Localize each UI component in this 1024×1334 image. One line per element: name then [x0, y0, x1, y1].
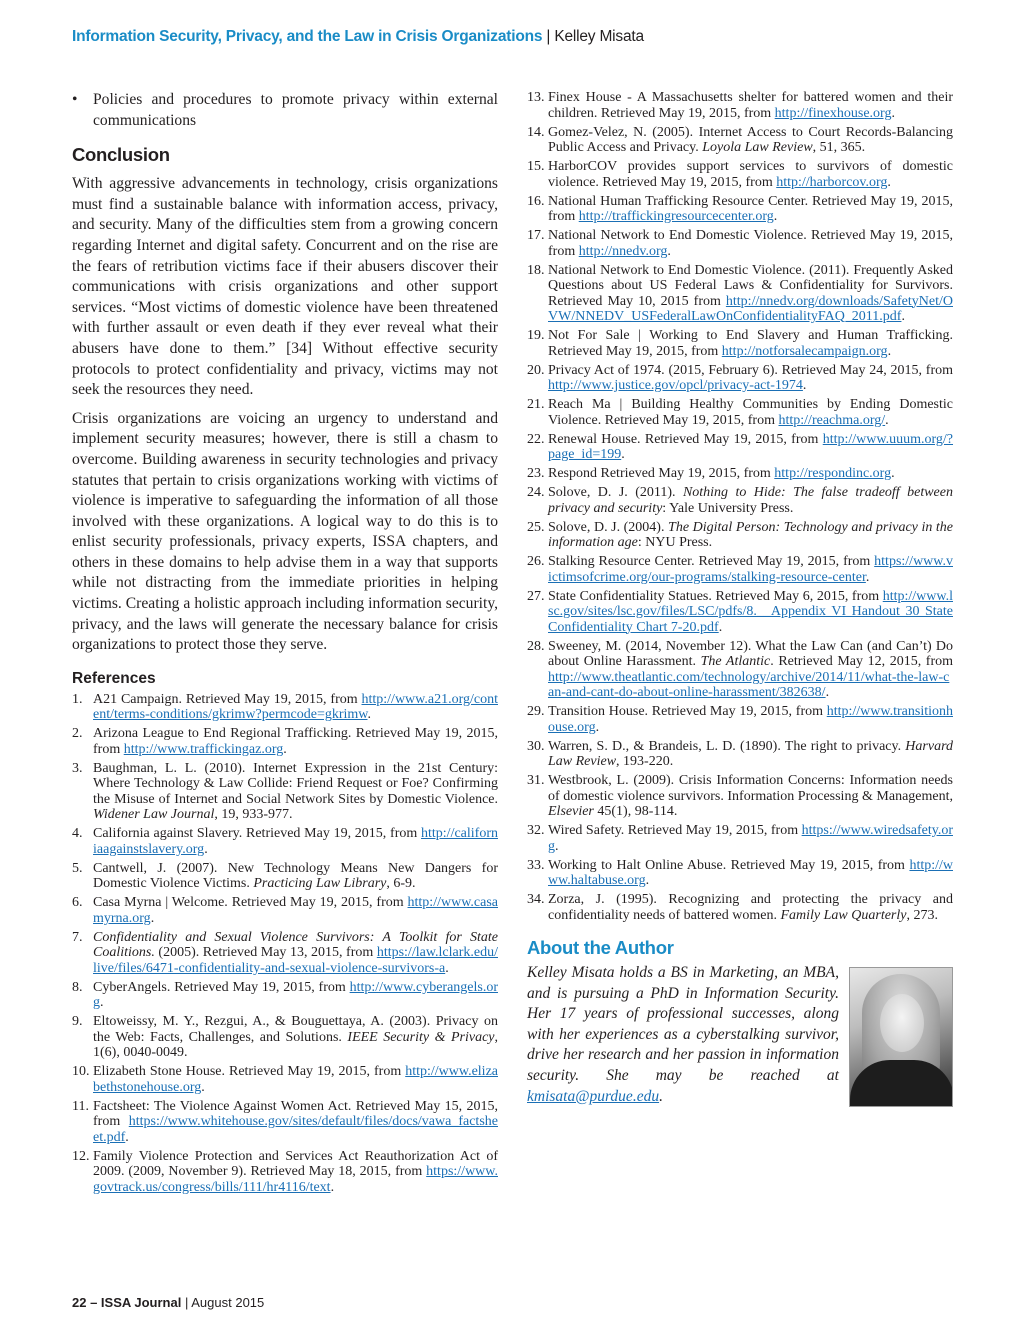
reference-italic-title: Confidentiality and Sexual Violence Survivors: A Toolkit for State Coalitions.	[93, 929, 498, 961]
reference-link[interactable]: http://californiaagainstslavery.org	[93, 826, 498, 857]
reference-end: .	[201, 1079, 205, 1095]
reference-item	[527, 823, 953, 854]
reference-number: 24.	[527, 485, 545, 500]
reference-number: 12.	[72, 1148, 90, 1164]
right-column	[527, 90, 953, 1107]
reference-item	[72, 726, 498, 757]
reference-text: Casa Myrna | Welcome. Retrieved May 19, 2015, from	[93, 895, 408, 911]
reference-number: 13.	[527, 90, 545, 105]
reference-item	[72, 861, 498, 892]
reference-number: 9.	[72, 1014, 83, 1030]
reference-link[interactable]: http://respondinc.org	[774, 466, 892, 481]
reference-item	[527, 639, 953, 701]
reference-number: 23.	[527, 466, 545, 481]
reference-link[interactable]: http://finexhouse.org	[774, 105, 892, 121]
reference-end: , 19, 933-977.	[214, 807, 293, 823]
reference-number: 26.	[527, 554, 545, 569]
reference-item	[527, 485, 953, 516]
reference-number: 7.	[72, 929, 83, 945]
reference-item	[72, 826, 498, 857]
reference-item	[72, 1099, 498, 1146]
reference-end: : NYU Press.	[637, 535, 713, 550]
reference-link[interactable]: http://www.transitionhouse.org	[548, 704, 953, 735]
reference-italic: Family Law Quarterly	[780, 907, 907, 923]
reference-italic: The Atlantic	[700, 654, 771, 669]
reference-number: 33.	[527, 857, 545, 873]
reference-end: , 51, 365.	[812, 140, 866, 155]
reference-number: 10.	[72, 1064, 90, 1080]
references-list-left	[72, 692, 498, 1196]
reference-end: , 273.	[906, 907, 938, 923]
reference-end: .	[901, 309, 905, 324]
reference-item	[72, 761, 498, 823]
conclusion-paragraph-1: With aggressive advancements in technology, crisis organizations must find a sustainable balance with information access, privacy, and security. Many of the difficulties stem from a growing concern regarding Internet and digital safety. Concurrent and on the rise are the fears of retribution victims face if their abusers discover their communications with crisis organizations and other support services. “Most victims of domestic violence have been threatened with further assault or even death if they ever reveal what their abusers have done to them.” [34] Without effective security protocols to protect confidentiality and privacy, victims may not seek the resources they need.	[72, 175, 498, 399]
reference-text: Renewal House. Retrieved May 19, 2015, from	[548, 431, 823, 447]
reference-link[interactable]: http://www.casamyrna.org	[93, 895, 498, 926]
reference-italic: Practicing Law Library	[253, 876, 387, 892]
reference-item	[527, 432, 953, 463]
reference-italic: Harvard Law Review	[548, 738, 953, 769]
author-photo-face	[880, 994, 924, 1052]
reference-text: Transition House. Retrieved May 19, 2015, from	[548, 704, 827, 719]
reference-text: Respond Retrieved May 19, 2015, from	[548, 466, 775, 481]
footer-separator: |	[184, 1295, 189, 1310]
reference-end: .	[891, 466, 895, 481]
reference-text: State Confidentiality Statues. Retrieved May 6, 2015, from	[548, 588, 883, 604]
reference-end: .	[891, 105, 895, 121]
conclusion-heading: Conclusion	[72, 144, 170, 166]
reference-number: 4.	[72, 826, 83, 842]
reference-item	[72, 895, 498, 926]
reference-number: 1.	[72, 691, 83, 707]
reference-end: .	[667, 243, 671, 259]
reference-text: (2005). Retrieved May 13, 2015, from	[154, 945, 377, 961]
reference-text: Sweeney, M. (2014, November 12). What the Law Can (and Can’t) Do about Online Harassment.	[548, 638, 953, 669]
header-author: Kelley Misata	[554, 28, 644, 45]
reference-number: 5.	[72, 860, 83, 876]
reference-italic: Nothing to Hide: The false tradeoff between privacy and security	[548, 485, 953, 516]
reference-link[interactable]: https://www.whitehouse.gov/sites/default/files/docs/vawa_factsheet.pdf	[93, 1114, 498, 1145]
reference-item	[527, 589, 953, 636]
reference-item	[527, 328, 953, 359]
reference-link[interactable]: http://nnedv.org/downloads/SafetyNet/OVW/NNEDV_USFederalLawOnConfidentialityFAQ_2011.pdf	[548, 293, 953, 324]
reference-number: 22.	[527, 431, 545, 447]
reference-end: .	[885, 412, 889, 428]
reference-link[interactable]: http://www.traffickingaz.org	[123, 741, 284, 757]
references-list-right	[527, 90, 953, 923]
reference-italic: The Digital Person: Technology and privacy in the information age	[548, 519, 954, 550]
reference-text: Not For Sale | Working to End Slavery and Human Trafficking. Retrieved May 19, 2015, from	[548, 328, 953, 359]
reference-number: 15.	[527, 159, 545, 174]
about-author-end: .	[659, 1087, 663, 1105]
reference-link[interactable]: http://www.cyberangels.org	[93, 979, 498, 1011]
reference-link[interactable]: http://www.theatlantic.com/technology/archive/2014/11/what-the-law-can-and-cant-do-about-online-harassment/382638/	[548, 669, 950, 700]
reference-number: 14.	[527, 124, 545, 140]
reference-end: 45(1), 98-114.	[593, 804, 678, 819]
reference-link[interactable]: http://www.justice.gov/opcl/privacy-act-1974	[548, 378, 803, 393]
author-photo	[849, 967, 953, 1107]
reference-number: 19.	[527, 328, 545, 343]
reference-text: California against Slavery. Retrieved May 19, 2015, from	[93, 826, 422, 842]
reference-italic: IEEE Security & Privacy	[347, 1029, 495, 1045]
reference-item	[527, 228, 953, 259]
reference-end: .	[621, 447, 625, 462]
reference-end: .	[555, 838, 559, 854]
reference-item	[527, 739, 953, 770]
reference-text: Reach Ma | Building Healthy Communities by Ending Domestic Violence. Retrieved May 19, 2015, from	[548, 397, 953, 428]
reference-text: Family Violence Protection and Services Act Reauthorization Act of 2009. (2009, November 9). Retrieved May 18, 2015, from	[93, 1148, 498, 1180]
reference-link[interactable]: http://www.haltabuse.org	[548, 857, 953, 888]
reference-end: , 193-220.	[616, 754, 674, 769]
reference-text: CyberAngels. Retrieved May 19, 2015, from	[93, 979, 350, 995]
reference-number: 8.	[72, 979, 83, 995]
reference-italic: Loyola Law Review	[702, 140, 813, 155]
reference-text: Privacy Act of 1974. (2015, February 6). Retrieved May 24, 2015, from	[548, 362, 953, 378]
reference-end: .	[718, 619, 723, 635]
reference-text: HarborCOV provides support services to survivors of domestic violence. Retrieved May 19, 2015, from	[548, 159, 953, 190]
reference-number: 28.	[527, 638, 545, 654]
reference-end: .	[125, 1129, 129, 1145]
reference-number: 25.	[527, 519, 545, 535]
reference-text: Elizabeth Stone House. Retrieved May 19, 2015, from	[93, 1064, 406, 1080]
reference-end: : Yale University Press.	[662, 500, 794, 516]
reference-item	[527, 704, 953, 735]
reference-text: Westbrook, L. (2009). Crisis Information Concerns: Information needs of domestic violence survivors. Information Processing & Management,	[548, 773, 953, 804]
reference-text: Working to Halt Online Abuse. Retrieved May 19, 2015, from	[548, 857, 910, 873]
reference-end: .	[887, 343, 892, 359]
reference-link[interactable]: http://nnedv.org	[578, 243, 668, 259]
conclusion-paragraph-2: Crisis organizations are voicing an urgency to understand and implement security measures; however, there is still a chasm to overcome. Building awareness in security technologies and privacy statutes that pertain to crisis organizations working with victims of violence is imperative to safeguarding the information of all those involved with these organizations. A logical way to do this is to enlist security professionals, privacy experts, ISSA chapters, and others in these domains to help advise them in a way that supports while not distracting from the immediate priorities in helping victims. Creating a holistic approach including information security, privacy, and the laws will generate the necessary balance for crisis organizations to protect those they serve.	[72, 409, 498, 654]
reference-text-cont: . Retrieved May 12, 2015, from	[770, 654, 954, 669]
about-author-block	[527, 963, 953, 1107]
reference-number: 11.	[72, 1098, 89, 1114]
reference-text: National Human Trafficking Resource Center. Retrieved May 19, 2015, from	[548, 193, 953, 224]
reference-item	[527, 194, 953, 225]
reference-end: .	[445, 960, 449, 976]
reference-link[interactable]: http://www.lsc.gov/sites/lsc.gov/files/LSC/pdfs/8.__Appendix VI Handout 30 State Confidentiality Chart 7-20.pdf	[548, 588, 953, 635]
reference-item	[527, 554, 953, 585]
author-email-link[interactable]: kmisata@purdue.edu	[527, 1087, 660, 1105]
reference-item	[527, 892, 953, 923]
reference-number: 29.	[527, 704, 545, 719]
reference-end: .	[330, 1179, 335, 1195]
reference-text: Wired Safety. Retrieved May 19, 2015, from	[548, 823, 802, 838]
reference-end: .	[773, 209, 778, 224]
running-header	[72, 28, 644, 46]
reference-item	[72, 1149, 498, 1196]
reference-end: .	[100, 995, 104, 1011]
reference-number: 30.	[527, 738, 545, 754]
reference-end: .	[150, 910, 155, 926]
reference-item	[72, 980, 498, 1011]
reference-number: 6.	[72, 895, 83, 911]
reference-text: Solove, D. J. (2004).	[548, 519, 669, 535]
about-author-heading: About the Author	[527, 937, 674, 958]
reference-number: 18.	[527, 262, 545, 278]
reference-end: , 6-9.	[386, 876, 416, 892]
reference-text: Gomez-Velez, N. (2005). Internet Access to Court Records-Balancing Public Access and Privacy.	[548, 124, 953, 155]
reference-end: .	[802, 378, 807, 393]
reference-number: 17.	[527, 228, 545, 243]
reference-end: .	[645, 873, 650, 888]
reference-item	[72, 930, 498, 977]
reference-text: Solove, D. J. (2011).	[548, 485, 683, 500]
reference-link[interactable]: http://www.elizabethstonehouse.org	[93, 1064, 498, 1095]
reference-link[interactable]: http://reachma.org/	[778, 412, 886, 428]
reference-text: National Network to End Domestic Violence. (2011). Frequently Asked Questions about US Federal Laws & Confidentiality for Survivors. Retrieved May 10, 2015 from	[548, 262, 953, 309]
reference-link[interactable]: https://www.wiredsafety.org	[548, 823, 953, 854]
reference-text: National Network to End Domestic Violence. Retrieved May 19, 2015, from	[548, 228, 953, 259]
reference-item	[72, 1064, 498, 1095]
article-title: Information Security, Privacy, and the Law in Crisis Organizations	[72, 28, 543, 45]
references-heading: References	[72, 669, 156, 687]
reference-end: .	[887, 174, 891, 190]
reference-item	[527, 363, 953, 394]
reference-link[interactable]: http://traffickingresourcecenter.org	[578, 209, 774, 224]
reference-number: 34.	[527, 892, 545, 907]
reference-text: Warren, S. D., & Brandeis, L. D. (1890). The right to privacy.	[548, 738, 906, 754]
reference-number: 20.	[527, 362, 545, 378]
reference-item	[527, 858, 953, 889]
footer-date: August 2015	[191, 1295, 265, 1310]
reference-end: .	[825, 685, 830, 700]
reference-text: Baughman, L. L. (2010). Internet Expression in the 21st Century: Where Technology & Law Collide: Friend Request or Foe? Confirming the Misuse of Internet and Social Network Sites by Domestic Violence.	[93, 760, 498, 807]
reference-item	[527, 90, 953, 121]
reference-item	[527, 159, 953, 190]
reference-text: Finex House - A Massachusetts shelter for battered women and their children. Retrieved May 19, 2015, from	[548, 90, 953, 121]
reference-item	[527, 773, 953, 820]
reference-link[interactable]: http://harborcov.org	[776, 174, 888, 190]
reference-end: .	[283, 741, 287, 757]
reference-text: Eltoweissy, M. Y., Rezgui, A., & Bouguettaya, A. (2003). Privacy on the Web: Facts, Challenges, and Solutions.	[93, 1014, 498, 1045]
reference-end: .	[595, 719, 600, 735]
reference-text: A21 Campaign. Retrieved May 19, 2015, from	[93, 691, 362, 707]
header-separator: |	[546, 28, 551, 45]
reference-italic: Elsevier	[548, 804, 594, 819]
reference-number: 32.	[527, 823, 545, 838]
reference-end: .	[367, 707, 371, 723]
reference-text: Arizona League to End Regional Trafficking. Retrieved May 19, 2015, from	[93, 726, 498, 757]
reference-item	[527, 125, 953, 156]
left-column	[72, 90, 498, 1199]
reference-number: 16.	[527, 193, 545, 209]
bullet-item	[72, 90, 498, 131]
reference-link[interactable]: http://www.a21.org/content/terms-conditions/gkrimw?permcode=gkrimw	[93, 691, 498, 723]
reference-text: Cantwell, J. (2007). New Technology Means New Dangers for Domestic Violence Victims.	[93, 860, 498, 892]
reference-number: 31.	[527, 773, 545, 788]
reference-link[interactable]: http://www.uuum.org/?page_id=199	[548, 431, 953, 462]
reference-text: Stalking Resource Center. Retrieved May 19, 2015, from	[548, 554, 875, 569]
reference-number: 21.	[527, 397, 545, 412]
bullet-dot: •	[72, 91, 78, 108]
footer-page-label: 22 – ISSA Journal	[72, 1295, 182, 1310]
reference-italic: Widener Law Journal	[93, 807, 215, 823]
reference-link[interactable]: https://www.victimsofcrime.org/our-programs/stalking-resource-center	[548, 554, 953, 585]
reference-item	[527, 263, 953, 325]
reference-item	[527, 466, 953, 482]
reference-number: 27.	[527, 588, 545, 604]
bullet-text: Policies and procedures to promote privacy within external communications	[93, 91, 498, 129]
reference-link[interactable]: http://notforsalecampaign.org	[721, 343, 888, 359]
about-author-text	[527, 963, 839, 1107]
page-footer	[72, 1295, 264, 1310]
reference-item	[72, 1014, 498, 1061]
reference-number: 3.	[72, 760, 83, 776]
author-photo-shoulders	[850, 1060, 953, 1107]
about-author-bio: Kelley Misata holds a BS in Marketing, an MBA, and is pursuing a PhD in Information Security. Her 17 years of professional successes, along with her experiences as a cyberstalking survivor, drive her research and her passion in information security. She may be reached at	[527, 964, 839, 1084]
reference-item	[527, 520, 953, 551]
reference-text: Factsheet: The Violence Against Women Act. Retrieved May 15, 2015, from	[93, 1098, 498, 1130]
reference-link[interactable]: https://law.lclark.edu/live/files/6471-confidentiality-and-sexual-violence-survivors-a	[93, 945, 498, 976]
reference-end: .	[204, 841, 208, 857]
reference-link[interactable]: https://www.govtrack.us/congress/bills/111/hr4116/text	[93, 1164, 498, 1195]
reference-text: Zorza, J. (1995). Recognizing and protecting the privacy and confidentiality needs of battered women.	[548, 892, 953, 923]
reference-number: 2.	[72, 726, 83, 742]
reference-end: .	[865, 569, 870, 585]
reference-end: , 1(6), 0040-0049.	[93, 1029, 498, 1061]
reference-item	[72, 692, 498, 723]
reference-item	[527, 397, 953, 428]
